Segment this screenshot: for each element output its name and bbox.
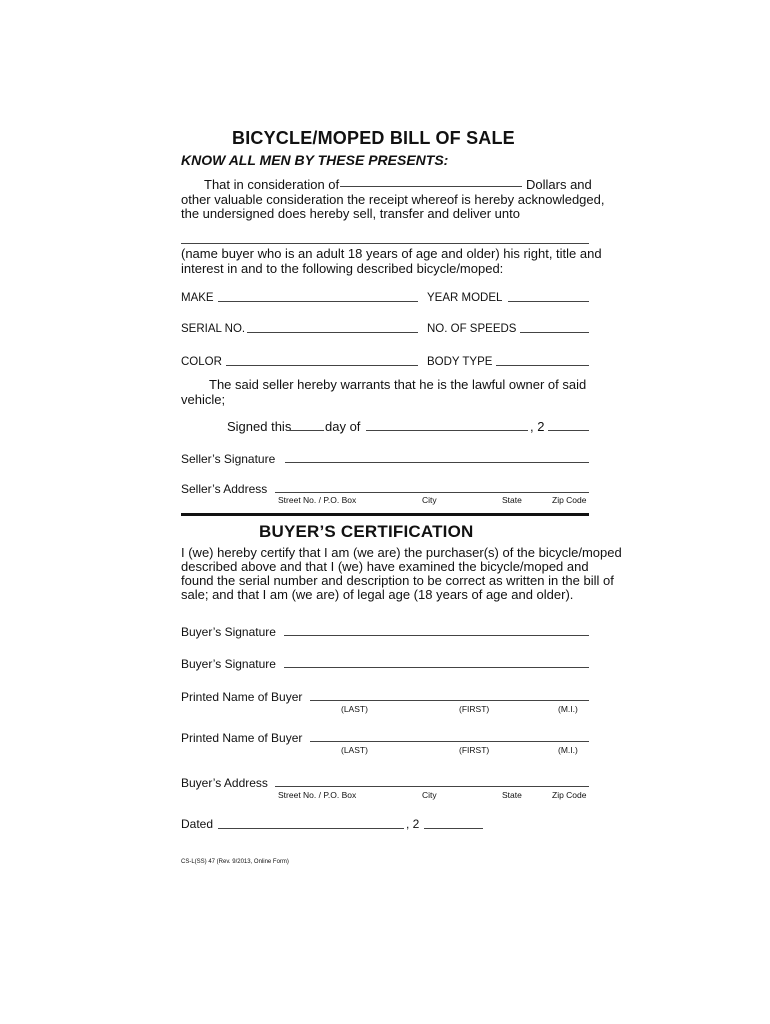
serial-no-label: SERIAL NO. (181, 323, 246, 335)
buyer-certification-heading: BUYER’S CERTIFICATION (259, 522, 474, 541)
dated-line[interactable] (218, 828, 404, 829)
printed-name-first-caption-1: (FIRST) (459, 704, 490, 714)
day-of-label: day of (325, 419, 361, 434)
seller-address-label: Seller’s Address (181, 482, 268, 496)
cert-line4: sale; and that I am (we are) of legal age (18 years of age and older). (181, 587, 574, 602)
body-type-input-line[interactable] (496, 365, 589, 366)
signed-day-line[interactable] (290, 430, 324, 431)
speeds-label: NO. OF SPEEDS (427, 323, 517, 335)
printed-name-label-1: Printed Name of Buyer (181, 690, 303, 704)
speeds-input-line[interactable] (520, 332, 589, 333)
make-input-line[interactable] (218, 301, 418, 302)
printed-name-last-caption-2: (LAST) (341, 745, 368, 755)
para1-line1-start: That in consideration of (204, 177, 340, 192)
seller-address-line[interactable] (275, 492, 589, 493)
buyer-street-caption: Street No. / P.O. Box (278, 790, 357, 800)
warranty-line2: vehicle; (181, 392, 226, 407)
printed-name-line-2[interactable] (310, 741, 589, 742)
buyer-signature-label-2: Buyer’s Signature (181, 657, 276, 671)
signed-year-line[interactable] (548, 430, 589, 431)
cert-line2: described above and that I (we) have examined the bicycle/moped and (181, 559, 589, 574)
make-label: MAKE (181, 292, 214, 304)
year-model-input-line[interactable] (508, 301, 589, 302)
printed-name-first-caption-2: (FIRST) (459, 745, 490, 755)
signed-this-label: Signed this (227, 419, 292, 434)
para2-line2: interest in and to the following described bicycle/moped: (181, 261, 504, 276)
color-label: COLOR (181, 356, 222, 368)
buyer-name-line[interactable] (181, 243, 589, 244)
serial-no-input-line[interactable] (247, 332, 418, 333)
cert-line1: I (we) hereby certify that I am (we are) the purchaser(s) of the bicycle/moped (181, 545, 622, 560)
seller-zip-caption: Zip Code (552, 495, 587, 505)
signed-month-line[interactable] (366, 430, 528, 431)
body-type-label: BODY TYPE (427, 356, 493, 368)
printed-name-mi-caption-2: (M.I.) (558, 745, 578, 755)
printed-name-last-caption-1: (LAST) (341, 704, 368, 714)
printed-name-label-2: Printed Name of Buyer (181, 731, 303, 745)
form-title: BICYCLE/MOPED BILL OF SALE (232, 128, 515, 148)
section-divider (181, 513, 589, 516)
buyer-address-label: Buyer’s Address (181, 776, 268, 790)
dated-year-prefix: , 2 (406, 817, 420, 831)
seller-street-caption: Street No. / P.O. Box (278, 495, 357, 505)
seller-signature-line[interactable] (285, 462, 589, 463)
color-input-line[interactable] (226, 365, 418, 366)
printed-name-line-1[interactable] (310, 700, 589, 701)
buyer-state-caption: State (502, 790, 522, 800)
seller-state-caption: State (502, 495, 522, 505)
dated-year-line[interactable] (424, 828, 483, 829)
buyer-signature-line-2[interactable] (284, 667, 589, 668)
year-model-label: YEAR MODEL (427, 292, 503, 304)
seller-signature-label: Seller’s Signature (181, 452, 276, 466)
cert-line3: found the serial number and description to be correct as written in the bill of (181, 573, 614, 588)
buyer-zip-caption: Zip Code (552, 790, 587, 800)
dated-label: Dated (181, 817, 214, 831)
seller-city-caption: City (422, 495, 437, 505)
warranty-line1: The said seller hereby warrants that he is the lawful owner of said (209, 377, 587, 392)
buyer-signature-line-1[interactable] (284, 635, 589, 636)
buyer-signature-label-1: Buyer’s Signature (181, 625, 276, 639)
buyer-city-caption: City (422, 790, 437, 800)
para1-line1-end: Dollars and (526, 177, 592, 192)
form-footer-code: CS-L(SS) 47 (Rev. 9/2013, Online Form) (181, 859, 289, 865)
printed-name-mi-caption-1: (M.I.) (558, 704, 578, 714)
buyer-address-line[interactable] (275, 786, 589, 787)
para1-line3: the undersigned does hereby sell, transfer and deliver unto (181, 206, 520, 221)
form-subtitle: KNOW ALL MEN BY THESE PRESENTS: (181, 152, 449, 168)
para1-line2: other valuable consideration the receipt whereof is hereby acknowledged, (181, 192, 605, 207)
signed-year-prefix: , 2 (530, 419, 545, 434)
consideration-amount-line[interactable] (340, 186, 522, 187)
para2-line1: (name buyer who is an adult 18 years of age and older) his right, title and (181, 246, 602, 261)
